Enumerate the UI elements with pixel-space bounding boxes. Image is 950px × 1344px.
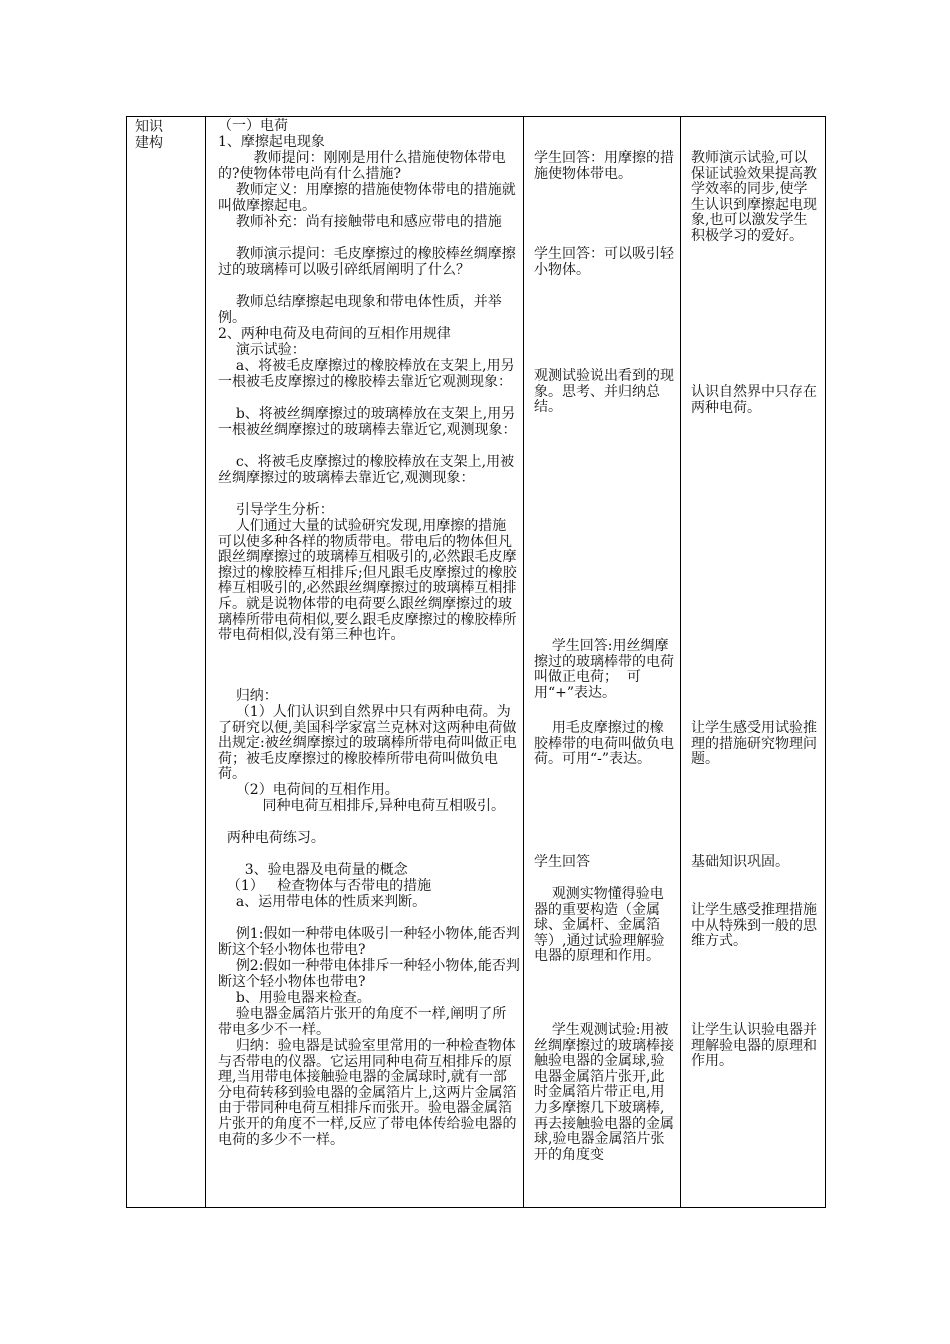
paragraph: 学生回答 [534, 854, 590, 870]
student-cell [524, 117, 681, 1208]
paragraph: 例2:假如一种带电体排斥一种轻小物体,能否判断这个轻小物体也带电? [218, 958, 520, 990]
lesson-plan-table [126, 116, 826, 1208]
paragraph: （1）人们认识到自然界中只有两种电荷。为了研究以便,美国科学家富兰克林对这两种电荷做出规定:被丝绸摩擦过的玻璃棒所带电荷叫做正电荷；被毛皮摩擦过的橡胶棒所带电荷叫做负电荷。 [218, 704, 517, 783]
paragraph: 学生回答:用丝绸摩擦过的玻璃棒带的电荷叫做正电荷； 可用“+”表达。 [534, 638, 674, 701]
paragraph: 例1:假如一种带电体吸引一种轻小物体,能否判断这个轻小物体也带电? [218, 926, 520, 958]
paragraph: 教师演示提问：毛皮摩擦过的橡胶棒丝绸摩擦过的玻璃棒可以吸引碎纸屑阐明了什么？ [218, 246, 516, 278]
paragraph: 引导学生分析： [218, 502, 334, 518]
paragraph: 教师定义：用摩擦的措施使物体带电的措施就叫做摩擦起电。 [218, 182, 516, 214]
paragraph: 观测试验说出看到的现象。思考、并归纳总结。 [534, 368, 674, 416]
section-label-cell [127, 117, 206, 1208]
content-cell [206, 117, 524, 1208]
paragraph: 验电器金属箔片张开的角度不一样,阐明了所带电多少不一样。 [218, 1006, 507, 1038]
paragraph: 演示试验： [218, 342, 306, 358]
paragraph: 教师补充：尚有接触带电和感应带电的措施 [218, 214, 502, 230]
paragraph: 归纳： [218, 688, 278, 704]
paragraph: 学生回答：用摩擦的措施使物体带电。 [534, 150, 674, 182]
teaching-content-column [206, 117, 523, 1207]
paragraph: 认识自然界中只存在两种电荷。 [691, 384, 817, 416]
paragraph: a、将被毛皮摩擦过的橡胶棒放在支架上,用另一根被毛皮摩擦过的橡胶棒去靠近它观测现象： [218, 358, 515, 390]
paragraph: （2）电荷间的互相作用。 [218, 782, 399, 798]
paragraph: a、运用带电体的性质来判断。 [218, 894, 427, 910]
student-activity-column [524, 117, 680, 1207]
paragraph: 两种电荷练习。 [218, 830, 325, 846]
paragraph: 1、摩擦起电现象 [218, 134, 325, 150]
paragraph: 学生回答：可以吸引轻小物体。 [534, 246, 674, 278]
table-row [127, 117, 826, 1208]
paragraph: 让学生认识验电器并理解验电器的原理和作用。 [691, 1022, 817, 1070]
design-purpose-column [681, 117, 825, 1207]
paragraph: 观测实物懂得验电器的重要构造（金属球、金属杆、金属箔等）,通过试验理解验电器的原理和作用。 [534, 886, 665, 965]
purpose-cell [681, 117, 826, 1208]
paragraph: b、用验电器来检查。 [218, 990, 371, 1006]
paragraph: 教师总结摩擦起电现象和带电体性质，并举例。 [218, 294, 502, 326]
paragraph: （1） 检查物体与否带电的措施 [218, 878, 432, 894]
paragraph: 2、两种电荷及电荷间的互相作用规律 [218, 326, 451, 342]
paragraph: 学生观测试验:用被丝绸摩擦过的玻璃棒接触验电器的金属球,验电器金属箔片张开,此时金属箔片带正电,用力多摩擦几下玻璃棒,再去接触验电器的金属球,验电器金属箔片张开的角度变 [534, 1022, 674, 1163]
paragraph: c、将被毛皮摩擦过的橡胶棒放在支架上,用被丝绸摩擦过的玻璃棒去靠近它,观测现象： [218, 454, 515, 486]
paragraph: 归纳：验电器是试验室里常用的一种检查物体与否带电的仪器。它运用同种电荷互相排斥的原理,当用带电体接触验电器的金属球时,就有一部分电荷转移到验电器的金属箔片上,这两片金属箔由于带同种电荷互相排斥而张开。验电器金属箔片张开的角度不一样,反应了带电体传给验电器的电荷的多少不一样。 [218, 1038, 517, 1148]
paragraph: （一）电荷 [218, 118, 288, 134]
paragraph: 让学生感受用试验推理的措施研究物理问题。 [691, 720, 817, 768]
paragraph: 教师提问：刚刚是用什么措施使物体带电的?使物体带电尚有什么措施? [218, 150, 506, 182]
paragraph: 教师演示试验,可以保证试验效果提高教学效率的同步,使学生认识到摩擦起电现象,也可以激发学生积极学习的爱好。 [691, 150, 817, 244]
paragraph: b、将被丝绸摩擦过的玻璃棒放在支架上,用另一根被丝绸摩擦过的玻璃棒去靠近它,观测现象： [218, 406, 517, 438]
paragraph: 基础知识巩固。 [691, 854, 789, 870]
section-label: 知识 建构 [135, 119, 163, 151]
paragraph: 人们通过大量的试验研究发现,用摩擦的措施可以使多种各样的物质带电。带电后的物体但凡跟丝绸摩擦过的玻璃棒互相吸引的,必然跟毛皮摩擦过的橡胶棒互相排斥;但凡跟毛皮摩擦过的橡胶棒互相吸引的,必然跟丝绸摩擦过的玻璃棒互相排斥。就是说物体带的电荷要么跟丝绸摩擦过的玻璃棒所带电荷相似,要么跟毛皮摩擦过的橡胶棒所带电荷相似,没有第三种也许。 [218, 518, 517, 644]
paragraph: 同种电荷互相排斥,异种电荷互相吸引。 [218, 798, 505, 814]
paragraph: 3、验电器及电荷量的概念 [218, 862, 408, 878]
paragraph: 让学生感受推理措施中从特殊到一般的思维方式。 [691, 902, 817, 950]
paragraph: 用毛皮摩擦过的橡胶棒带的电荷叫做负电荷。可用“-”表达。 [534, 720, 674, 768]
